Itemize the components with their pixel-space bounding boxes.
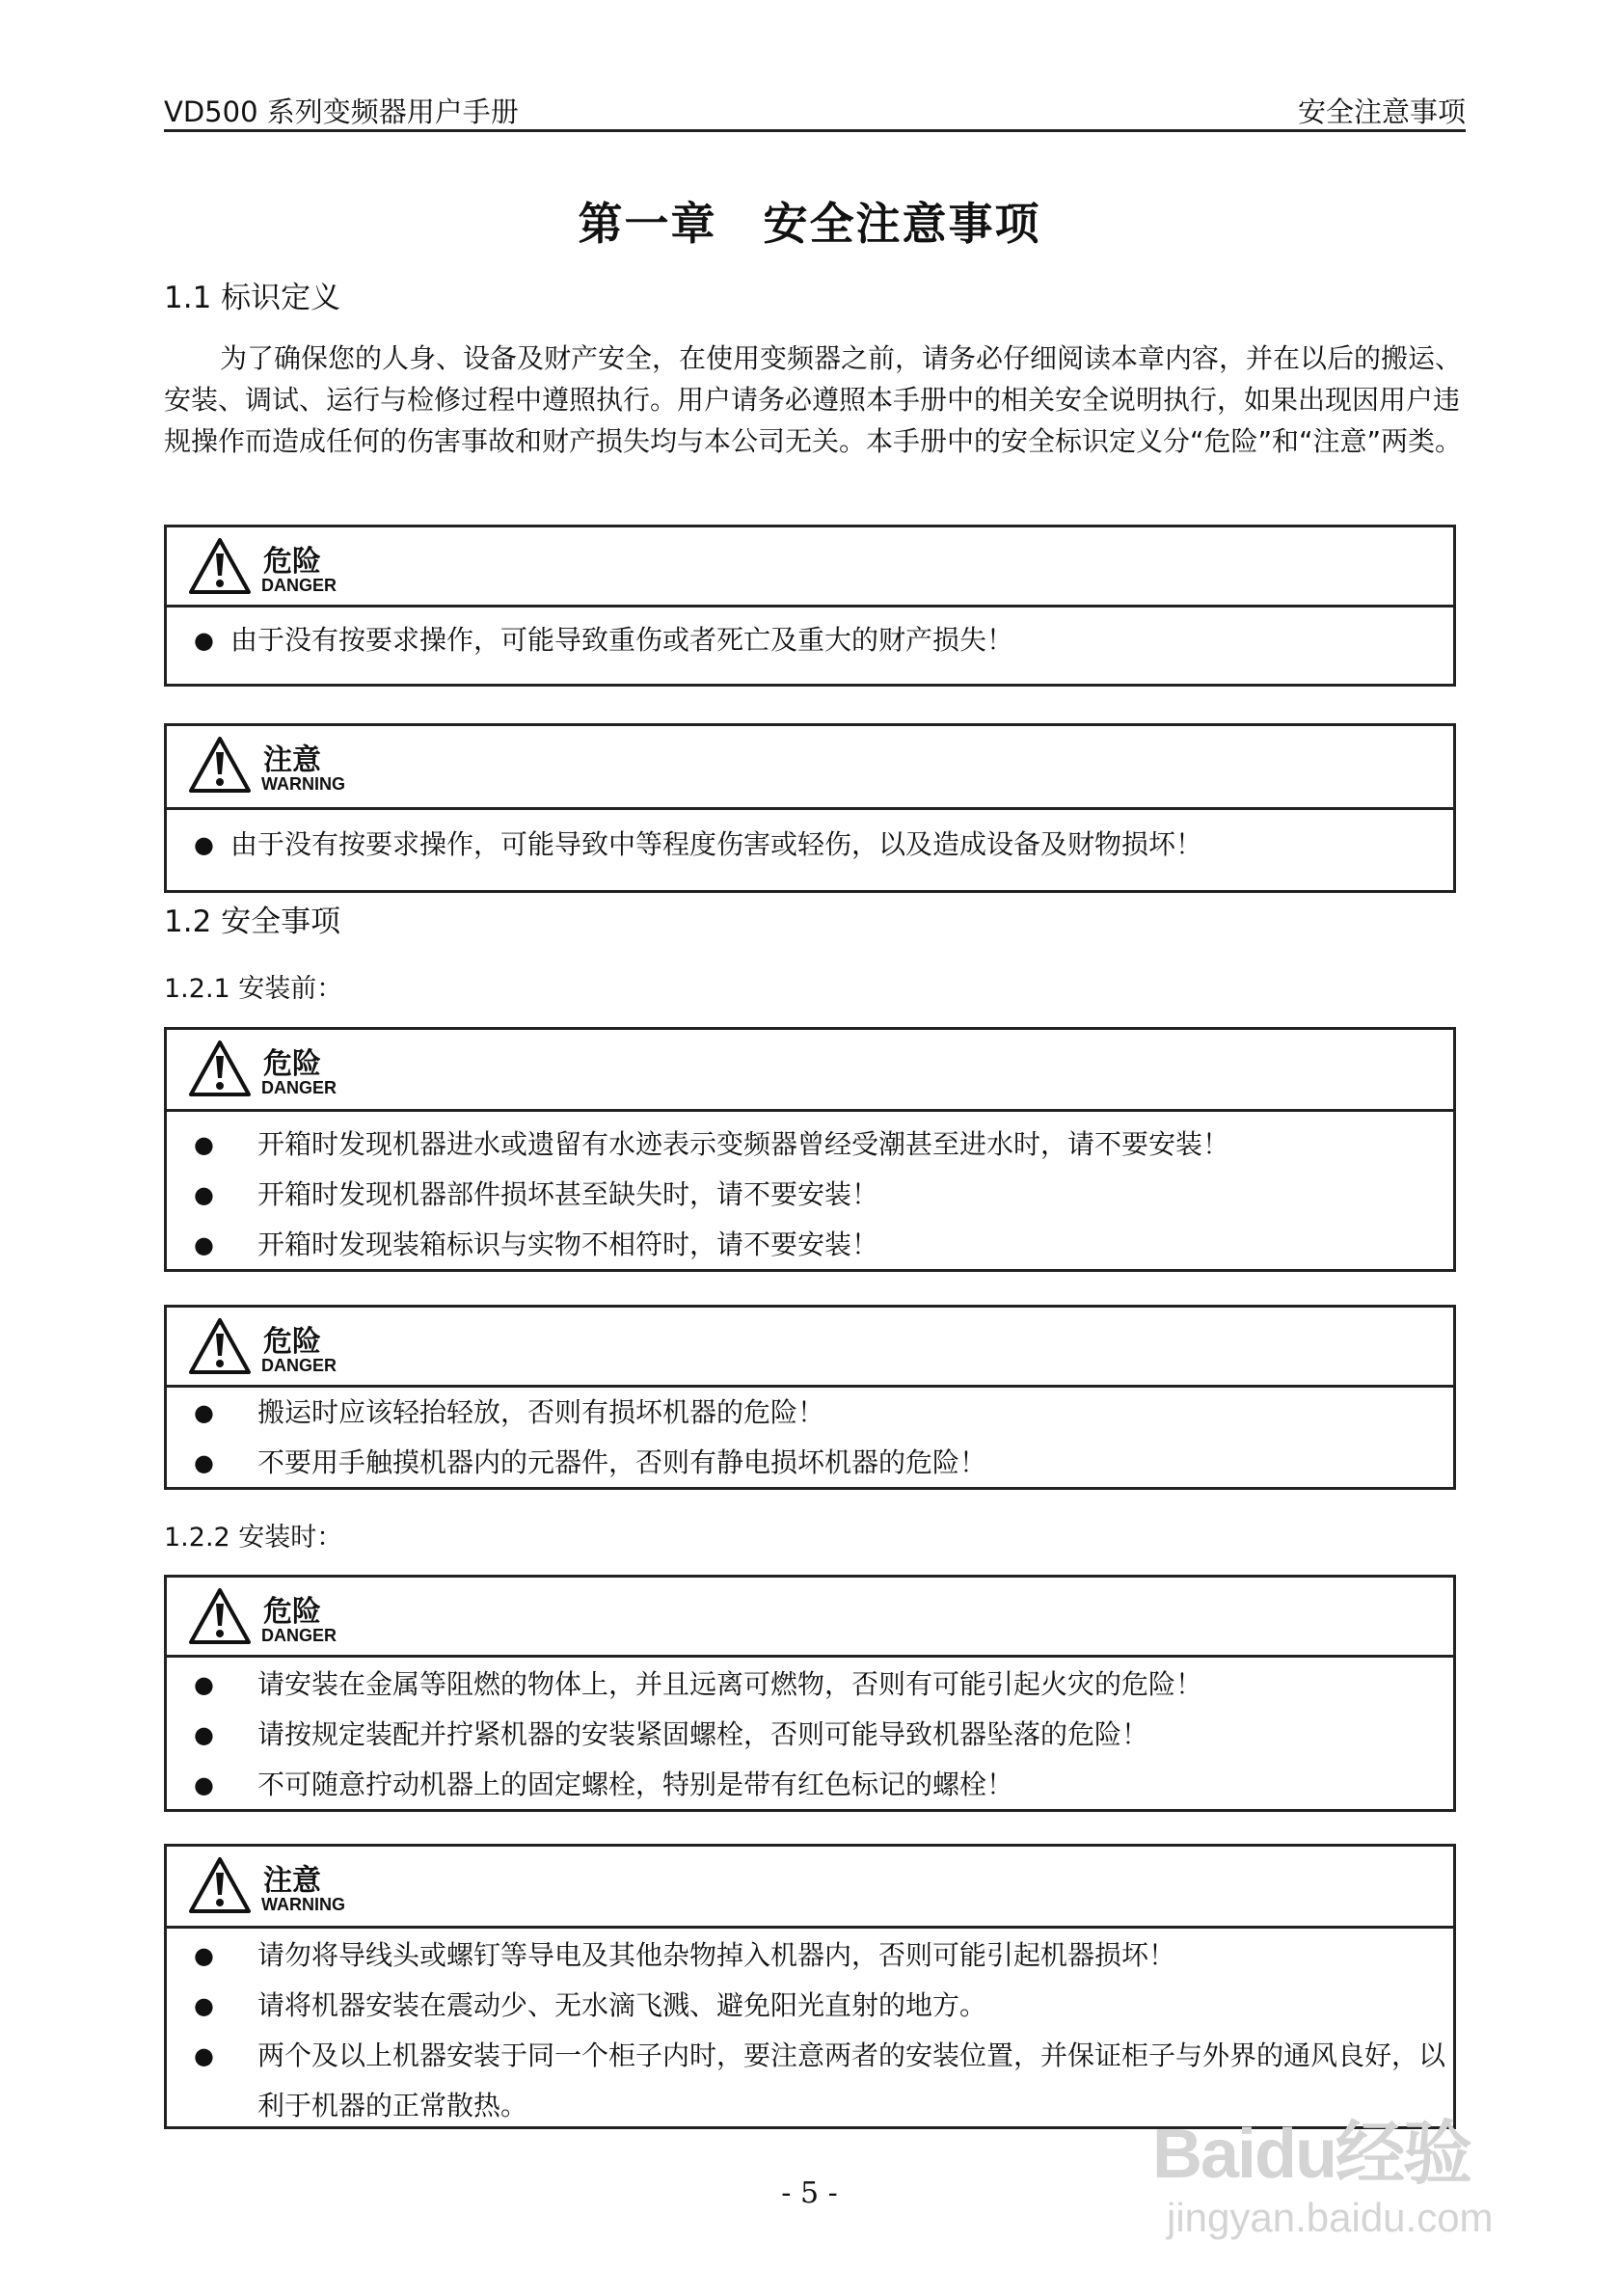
danger-definition-box	[164, 525, 1456, 687]
danger-header	[167, 1308, 1453, 1388]
item-text: 请将机器安装在震动少、无水滴飞溅、避免阳光直射的地方。	[257, 1989, 987, 2021]
danger-label-en: DANGER	[261, 1078, 337, 1097]
warning-triangle-icon	[188, 1317, 252, 1375]
danger-header	[167, 1030, 1453, 1112]
baidu-jingyan-watermark-url: jingyan.baidu.com	[1167, 2195, 1494, 2240]
page-number: - 5 -	[781, 2176, 838, 2210]
intro-paragraph	[164, 338, 1466, 462]
warning-label-en: WARNING	[261, 774, 345, 794]
list-item	[167, 615, 1453, 665]
danger-header	[167, 1578, 1453, 1658]
warning-label-cn: 注意	[263, 1864, 321, 1898]
list-item	[167, 1170, 1453, 1220]
bullet-icon: ●	[194, 2042, 214, 2069]
danger-label-cn: 危险	[263, 545, 321, 579]
list-item	[167, 1120, 1453, 1170]
item-text: 由于没有按要求操作，可能导致重伤或者死亡及重大的财产损失！	[230, 624, 1014, 656]
warning-triangle-icon	[188, 1856, 252, 1914]
bullet-icon: ●	[194, 1671, 214, 1698]
danger-body	[167, 1388, 1453, 1494]
warning-body	[167, 810, 1453, 876]
bullet-icon: ●	[194, 1721, 214, 1748]
item-text: 由于没有按要求操作，可能导致中等程度伤害或轻伤，以及造成设备及财物损坏！	[230, 828, 1203, 860]
section-1-1-heading: 1.1 标识定义	[164, 281, 341, 315]
intro-text: 为了确保您的人身、设备及财产安全，在使用变频器之前，请务必仔细阅读本章内容，并在以后的搬运、安装、调试、运行与检修过程中遵照执行。用户请务必遵照本手册中的相关安全说明执行，如果出现因用户违规操作而造成任何的伤害事故和财产损失均与本公司无关。本手册中的安全标识定义分“危险”和“注意”两类。	[164, 342, 1463, 457]
page-header	[164, 87, 1466, 132]
bullet-icon: ●	[194, 1399, 214, 1426]
danger-body	[167, 608, 1453, 671]
danger-header	[167, 527, 1453, 608]
danger-body	[167, 1112, 1453, 1276]
danger-label-en: DANGER	[261, 1626, 337, 1645]
danger-label-en: DANGER	[261, 1356, 337, 1375]
bullet-icon: ●	[194, 627, 214, 654]
danger-label-cn: 危险	[263, 1047, 321, 1081]
warning-definition-box	[164, 723, 1456, 893]
baidu-jingyan-watermark-logo: Baidu经验	[1152, 2116, 1471, 2193]
item-text: 不要用手触摸机器内的元器件，否则有静电损坏机器的危险！	[257, 1446, 987, 1478]
bullet-icon: ●	[194, 1231, 214, 1258]
chapter-title: 第一章 安全注意事项	[578, 198, 1041, 250]
list-item	[167, 820, 1453, 870]
danger-body	[167, 1658, 1453, 1816]
warning-triangle-icon	[188, 1040, 252, 1097]
bullet-icon: ●	[194, 831, 214, 858]
subsection-1-2-2-heading: 1.2.2 安装时：	[164, 1523, 343, 1553]
bullet-icon: ●	[194, 1449, 214, 1476]
item-text: 开箱时发现机器进水或遗留有水迹表示变频器曾经受潮甚至进水时，请不要安装！	[257, 1128, 1230, 1160]
item-text: 搬运时应该轻抬轻放，否则有损坏机器的危险！	[257, 1396, 825, 1428]
item-text: 请按规定装配并拧紧机器的安装紧固螺栓，否则可能导致机器坠落的危险！	[257, 1718, 1149, 1750]
list-item	[167, 1760, 1453, 1810]
warning-header	[167, 726, 1453, 810]
list-item	[167, 1660, 1453, 1710]
warning-label-cn: 注意	[263, 743, 321, 777]
bullet-icon: ●	[194, 1992, 214, 2019]
list-item	[167, 1438, 1453, 1488]
subsection-1-2-1-heading: 1.2.1 安装前：	[164, 974, 343, 1004]
item-text: 两个及以上机器安装于同一个柜子内时，要注意两者的安装位置，并保证柜子与外界的通风良好，以利于机器的正常散热。	[257, 2039, 1446, 2121]
during-install-danger-box	[164, 1575, 1456, 1812]
danger-label-en: DANGER	[261, 576, 337, 595]
warning-triangle-icon	[188, 1587, 252, 1645]
list-item	[167, 1710, 1453, 1760]
item-text: 请勿将导线头或螺钉等导电及其他杂物掉入机器内，否则可能引起机器损坏！	[257, 1939, 1176, 1971]
danger-label-cn: 危险	[263, 1325, 321, 1359]
handling-danger-box	[164, 1305, 1456, 1490]
item-text: 开箱时发现装箱标识与实物不相符时，请不要安装！	[257, 1229, 879, 1260]
bullet-icon: ●	[194, 1942, 214, 1969]
warning-label-en: WARNING	[261, 1895, 345, 1914]
item-text: 开箱时发现机器部件损坏甚至缺失时，请不要安装！	[257, 1178, 879, 1210]
warning-header	[167, 1847, 1453, 1929]
section-1-2-heading: 1.2 安全事项	[164, 905, 341, 939]
item-text: 不可随意拧动机器上的固定螺栓，特别是带有红色标记的螺栓！	[257, 1769, 1014, 1800]
header-section-title: 安全注意事项	[1297, 95, 1466, 128]
item-text: 请安装在金属等阻燃的物体上，并且远离可燃物，否则有可能引起火灾的危险！	[257, 1668, 1203, 1700]
before-install-danger-box	[164, 1027, 1456, 1272]
list-item	[167, 1981, 1453, 2031]
bullet-icon: ●	[194, 1181, 214, 1208]
warning-triangle-icon	[188, 736, 252, 794]
during-install-warning-box	[164, 1844, 1456, 2129]
warning-triangle-icon	[188, 537, 252, 595]
list-item	[167, 1931, 1453, 1981]
header-manual-title: VD500 系列变频器用户手册	[164, 95, 519, 128]
bullet-icon: ●	[194, 1771, 214, 1798]
danger-label-cn: 危险	[263, 1595, 321, 1629]
bullet-icon: ●	[194, 1131, 214, 1158]
list-item	[167, 1388, 1453, 1438]
list-item	[167, 1220, 1453, 1270]
